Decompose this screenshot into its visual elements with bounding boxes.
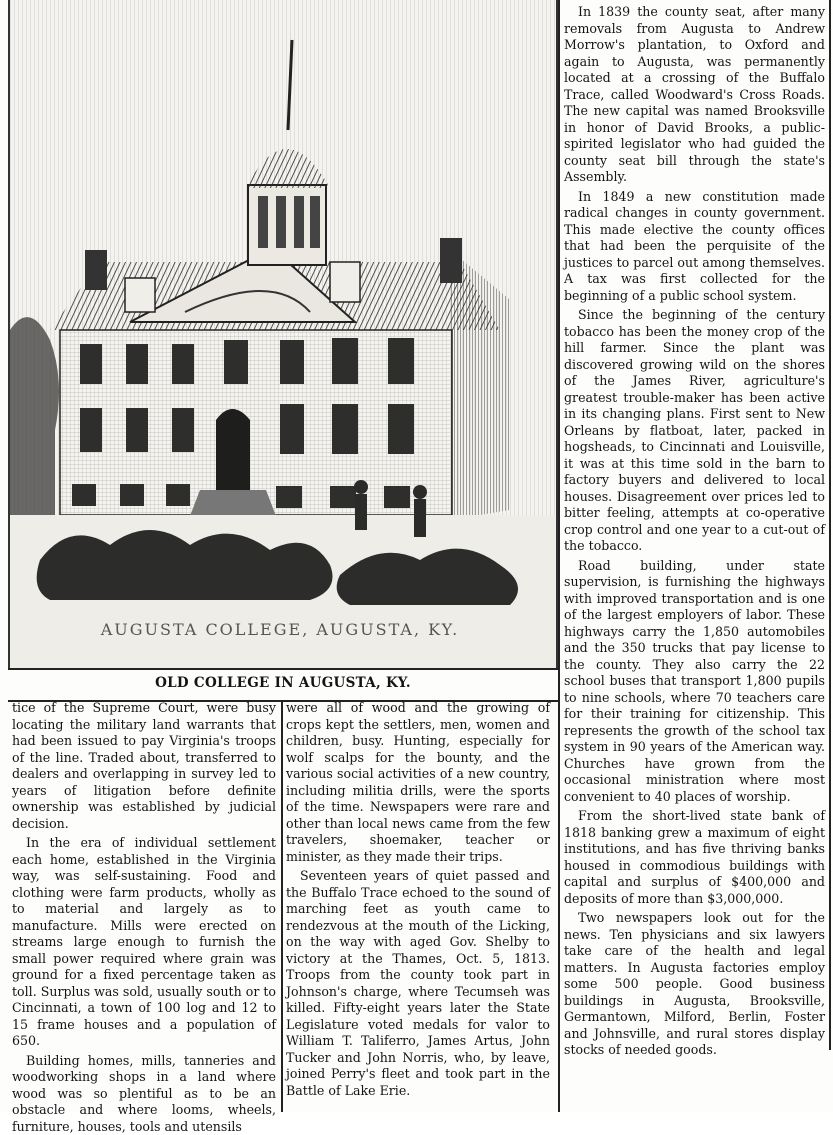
column-rule	[829, 0, 831, 1050]
paragraph: In the era of individual settlement each home, established in the Virginia way, was self-sustaining. Food and clothing were farm products, wholly as to material and largely as to manufacture. Mills were erected on streams large enough to furnish the small power required where grain was ground for a fixed percentage taken as toll. Surplus was sold, usually south or to Cincinnati, a town of 100 log and 12 to 15 frame houses and a population of 650.	[12, 835, 276, 1050]
paragraph: Two newspapers look out for the news. Ten physicians and six lawyers take care of the health and legal matters. In Augusta factories employ some 500 people. Good business buildings in Augusta, Brooksville, Germantown, Milford, Berlin, Foster and Johnsville, and rural stores display stocks of needed goods.	[564, 910, 825, 1059]
photo-caption-bar	[8, 668, 558, 702]
college-engraving	[8, 0, 558, 668]
paragraph: In 1849 a new constitution made radical changes in county government. This made elective the county offices that had been the perquisite of the justices to parcel out among themselves. A tax was first collected for the beginning of a public school system.	[564, 189, 825, 305]
paragraph: In 1839 the county seat, after many removals from Augusta to Andrew Morrow's plantation, to Oxford and again to Augusta, was permanently located at a crossing of the Buffalo Trace, called Woodward's Cross Roads. The new capital was named Brooksville in honor of David Brooks, a public-spirited legislator who had guided the county seat bill through the state's Assembly.	[564, 4, 825, 186]
article-column-left	[12, 700, 276, 1110]
photo-caption: OLD COLLEGE IN AUGUSTA, KY.	[8, 675, 558, 691]
engraving-label: AUGUSTA COLLEGE, AUGUSTA, KY.	[100, 620, 460, 639]
article-column-middle	[286, 700, 550, 1110]
column-rule	[281, 700, 283, 1112]
article-column-right	[564, 4, 825, 1044]
paragraph: tice of the Supreme Court, were busy locating the military land warrants that had been issued to pay Virginia's troops of the line. Traded about, transferred to dealers and overlapping in survey led to years of litigation before definite ownership was established by judicial decision.	[12, 700, 276, 832]
paragraph: were all of wood and the growing of crops kept the settlers, men, women and children, busy. Hunting, especially for wolf scalps for the bounty, and the various social activities of a new country, including militia drills, were the sports of the time. Newspapers were rare and other than local news came from the few travelers, shoemaker, teacher or minister, as they made their trips.	[286, 700, 550, 865]
paragraph: Building homes, mills, tanneries and woodworking shops in a land where wood was so plentiful as to be an obstacle and where looms, wheels, furniture, houses, tools and utensils	[12, 1053, 276, 1135]
column-rule	[558, 0, 560, 1112]
paragraph: Road building, under state supervision, is furnishing the highways with improved transportation and is one of the largest employers of labor. These highways carry the 1,850 automobiles and the 350 trucks that pay license to the county. They also carry the 22 school buses that transport 1,800 pupils to nine schools, where 70 teachers care for their training for citizenship. This represents the growth of the school tax system in 90 years of the American way. Churches have grown from the occasional ministration where most convenient to 40 places of worship.	[564, 558, 825, 806]
paragraph: From the short-lived state bank of 1818 banking grew a maximum of eight institutions, and has five thriving banks housed in commodious buildings with capital and surplus of $400,000 and deposits of more than $3,000,000.	[564, 808, 825, 907]
paragraph: Seventeen years of quiet passed and the Buffalo Trace echoed to the sound of marching feet as youth came to rendezvous at the mouth of the Licking, on the way with aged Gov. Shelby to victory at the Thames, Oct. 5, 1813. Troops from the county took part in Johnson's charge, where Tecumseh was killed. Fifty-eight years later the State Legislature voted medals for valor to William T. Taliferro, James Artus, John Tucker and John Norris, who, by leave, joined Perry's fleet and took part in the Battle of Lake Erie.	[286, 868, 550, 1099]
paragraph: Since the beginning of the century tobacco has been the money crop of the hill farmer. Since the plant was discovered growing wild on the shores of the James River, agriculture's greatest trouble-maker has been active in its changing plans. First sent to New Orleans by flatboat, later, packed in hogsheads, to Cincinnati and Louisville, it was at this time sold in the barn to factory buyers and delivered to local houses. Disagreement over prices led to bitter feeling, attempts at co-operative crop control and one year to a cut-out of the tobacco.	[564, 307, 825, 555]
